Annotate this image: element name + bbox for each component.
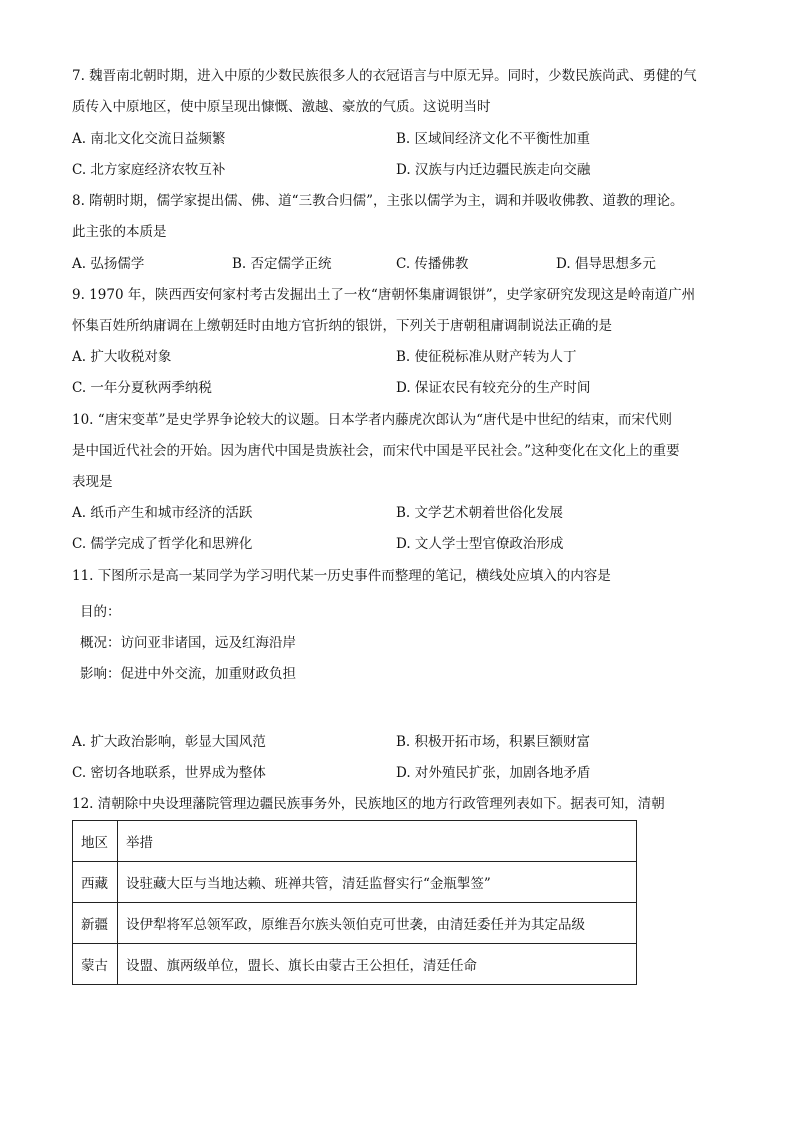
q7-option-a: A. 南北文化交流日益频繁 bbox=[72, 131, 226, 147]
q9-stem-line-2: 怀集百姓所纳庸调在上缴朝廷时由地方官折纳的银饼，下列关于唐朝租庸调制说法正确的是 bbox=[72, 318, 612, 334]
q7-option-b: B. 区域间经济文化不平衡性加重 bbox=[396, 131, 591, 147]
q11-option-c: C. 密切各地联系，世界成为整体 bbox=[72, 765, 266, 781]
q10-option-d: D. 文人学士型官僚政治形成 bbox=[396, 536, 564, 552]
q10-option-c: C. 儒学完成了哲学化和思辨化 bbox=[72, 536, 253, 552]
q9-option-d: D. 保证农民有较充分的生产时间 bbox=[396, 380, 591, 396]
q11-option-d: D. 对外殖民扩张，加剧各地矛盾 bbox=[396, 765, 591, 781]
q11-option-a: A. 扩大政治影响，彰显大国风范 bbox=[72, 734, 266, 750]
q11-stem-line-1: 11. 下图所示是高一某同学为学习明代某一历史事件而整理的笔记，横线处应填入的内容是 bbox=[72, 568, 611, 584]
region-table bbox=[72, 820, 637, 985]
table-row bbox=[73, 903, 637, 944]
q12-stem-line-1: 12. 清朝除中央设理藩院管理边疆民族事务外，民族地区的地方行政管理列表如下。据表可知，清朝 bbox=[72, 796, 665, 812]
q7-stem-line-2: 质传入中原地区，使中原呈现出慷慨、激越、豪放的气质。这说明当时 bbox=[72, 99, 491, 115]
q10-stem-line-3: 表现是 bbox=[72, 474, 113, 490]
table-cell-region: 新疆 bbox=[73, 903, 118, 944]
q11-note-purpose: 目的： bbox=[80, 604, 121, 620]
q9-option-b: B. 使征税标准从财产转为人丁 bbox=[396, 349, 577, 365]
table-cell-region: 西藏 bbox=[73, 862, 118, 903]
q10-option-a: A. 纸币产生和城市经济的活跃 bbox=[72, 505, 253, 521]
table-cell-measures: 设伊犁将军总领军政，原维吾尔族头领伯克可世袭，由清廷委任并为其定品级 bbox=[118, 903, 637, 944]
table-cell-region: 蒙古 bbox=[73, 944, 118, 985]
q9-option-c: C. 一年分夏秋两季纳税 bbox=[72, 380, 212, 396]
table-header-region: 地区 bbox=[73, 821, 118, 862]
q11-note-impact: 影响：促进中外交流，加重财政负担 bbox=[80, 666, 296, 682]
q8-option-b: B. 否定儒学正统 bbox=[232, 256, 332, 272]
table-header-measures: 举措 bbox=[118, 821, 637, 862]
q11-option-b: B. 积极开拓市场，积累巨额财富 bbox=[396, 734, 591, 750]
q9-option-a: A. 扩大收税对象 bbox=[72, 349, 172, 365]
q8-stem-line-1: 8. 隋朝时期，儒学家提出儒、佛、道“三教合归儒”，主张以儒学为主，调和并吸收佛教、道教的理论。 bbox=[72, 193, 684, 209]
table-header-row bbox=[73, 821, 637, 862]
q10-stem-line-2: 是中国近代社会的开始。因为唐代中国是贵族社会，而宋代中国是平民社会。”这种变化在文化上的重要 bbox=[72, 443, 680, 459]
q9-stem-line-1: 9. 1970 年，陕西西安何家村考古发掘出土了一枚“唐朝怀集庸调银饼”，史学家研究发现这是岭南道广州 bbox=[72, 287, 696, 303]
q8-option-d: D. 倡导思想多元 bbox=[556, 256, 656, 272]
q7-stem-line-1: 7. 魏晋南北朝时期，进入中原的少数民族很多人的衣冠语言与中原无异。同时，少数民族尚武、勇健的气 bbox=[72, 68, 697, 84]
table-cell-measures: 设盟、旗两级单位，盟长、旗长由蒙古王公担任，清廷任命 bbox=[118, 944, 637, 985]
q7-option-d: D. 汉族与内迁边疆民族走向交融 bbox=[396, 162, 591, 178]
q8-option-c: C. 传播佛教 bbox=[396, 256, 469, 272]
q7-option-c: C. 北方家庭经济农牧互补 bbox=[72, 162, 226, 178]
q10-stem-line-1: 10. “唐宋变革”是史学界争论较大的议题。日本学者内藤虎次郎认为“唐代是中世纪的结束，而宋代则 bbox=[72, 412, 672, 428]
table-cell-measures: 设驻藏大臣与当地达赖、班禅共管，清廷监督实行“金瓶掣签” bbox=[118, 862, 637, 903]
table-row bbox=[73, 862, 637, 903]
q8-stem-line-2: 此主张的本质是 bbox=[72, 224, 167, 240]
q8-option-a: A. 弘扬儒学 bbox=[72, 256, 145, 272]
table-row bbox=[73, 944, 637, 985]
q10-option-b: B. 文学艺术朝着世俗化发展 bbox=[396, 505, 564, 521]
q11-note-overview: 概况：访问亚非诸国，远及红海沿岸 bbox=[80, 635, 296, 651]
